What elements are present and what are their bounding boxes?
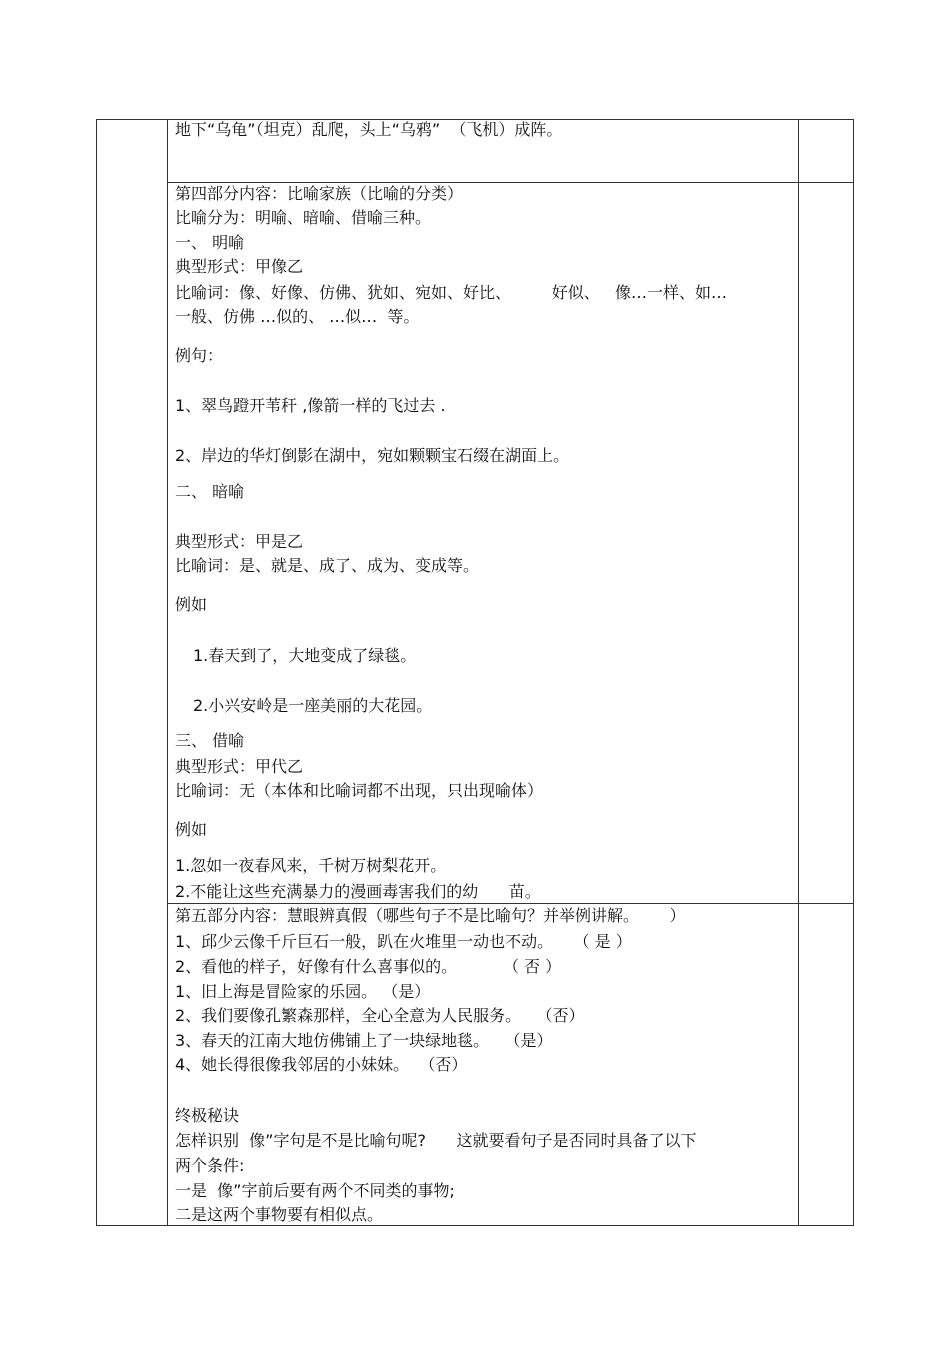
intro-line: 地下“乌龟”（坦克）乱爬，头上“乌鸦” （飞机）成阵。 <box>175 120 563 139</box>
section5-item: 1、邱少云像千斤巨石一般，趴在火堆里一动也不动。 （ 是 ） <box>175 932 632 951</box>
secret-line-1: 怎样识别 像”字句是不是比喻句呢? 这就要看句子是否同时具备了以下 <box>175 1131 697 1150</box>
metaphor-example-2: 2.小兴安岭是一座美丽的大花园。 <box>193 696 433 715</box>
secret-title: 终极秘诀 <box>175 1106 240 1125</box>
simile-example-1: 1、翠鸟蹬开苇秆 ,像箭一样的飞过去 . <box>175 396 446 415</box>
table-border-left <box>96 119 97 1226</box>
simile-example-label: 例句： <box>175 346 224 365</box>
simile-words-line1: 比喻词：像、好像、仿佛、犹如、宛如、好比、 好似、 像…一样、如… <box>175 283 727 302</box>
section5-item: 4、她长得很像我邻居的小妹妹。 （否） <box>175 1055 468 1074</box>
column-divider-2 <box>798 119 799 1226</box>
section5-item: 2、看他的样子，好像有什么喜事似的。 （ 否 ） <box>175 957 562 976</box>
row-divider-2 <box>167 903 854 904</box>
metaphor-words: 比喻词：是、就是、成了、成为、变成等。 <box>175 556 480 575</box>
table-border-bottom <box>96 1225 854 1226</box>
secret-line-2: 两个条件: <box>175 1156 245 1175</box>
simile-words-line2: 一般、仿佛 …似的、 …似… 等。 <box>175 307 420 326</box>
metonymy-form: 典型形式：甲代乙 <box>175 757 304 776</box>
table-border-right <box>853 119 854 1226</box>
secret-line-3: 一是 像”字前后要有两个不同类的事物; <box>175 1181 455 1200</box>
metonymy-words: 比喻词：无（本体和比喻词都不出现，只出现喻体） <box>175 781 544 800</box>
metaphor-example-1: 1.春天到了，大地变成了绿毯。 <box>193 646 417 665</box>
section4-intro: 比喻分为：明喻、暗喻、借喻三种。 <box>175 208 432 227</box>
metonymy-example-1: 1.忽如一夜春风来，千树万树梨花开。 <box>175 856 447 875</box>
section4-title: 第四部分内容：比喻家族（比喻的分类） <box>175 184 464 203</box>
metaphor-example-label: 例如 <box>175 595 208 614</box>
simile-heading: 一、 明喻 <box>175 233 245 252</box>
section5-title: 第五部分内容：慧眼辨真假（哪些句子不是比喻句？并举例讲解。 ） <box>175 906 686 925</box>
section5-item: 3、春天的江南大地仿佛铺上了一块绿地毯。 （是） <box>175 1031 553 1050</box>
secret-line-4: 二是这两个事物要有相似点。 <box>175 1205 384 1224</box>
section5-item: 1、旧上海是冒险家的乐园。 （是） <box>175 982 431 1001</box>
metonymy-example-2: 2.不能让这些充满暴力的漫画毒害我们的幼 苗。 <box>175 882 541 901</box>
row-divider-1 <box>167 182 854 183</box>
metaphor-heading: 二、 暗喻 <box>175 482 245 501</box>
metaphor-form: 典型形式：甲是乙 <box>175 532 304 551</box>
section5-item: 2、我们要像孔繁森那样，全心全意为人民服务。 （否） <box>175 1006 585 1025</box>
metonymy-heading: 三、 借喻 <box>175 731 245 750</box>
column-divider-1 <box>167 119 168 1226</box>
simile-form: 典型形式：甲像乙 <box>175 257 304 276</box>
simile-example-2: 2、岸边的华灯倒影在湖中，宛如颗颗宝石缀在湖面上。 <box>175 446 570 465</box>
metonymy-example-label: 例如 <box>175 820 208 839</box>
